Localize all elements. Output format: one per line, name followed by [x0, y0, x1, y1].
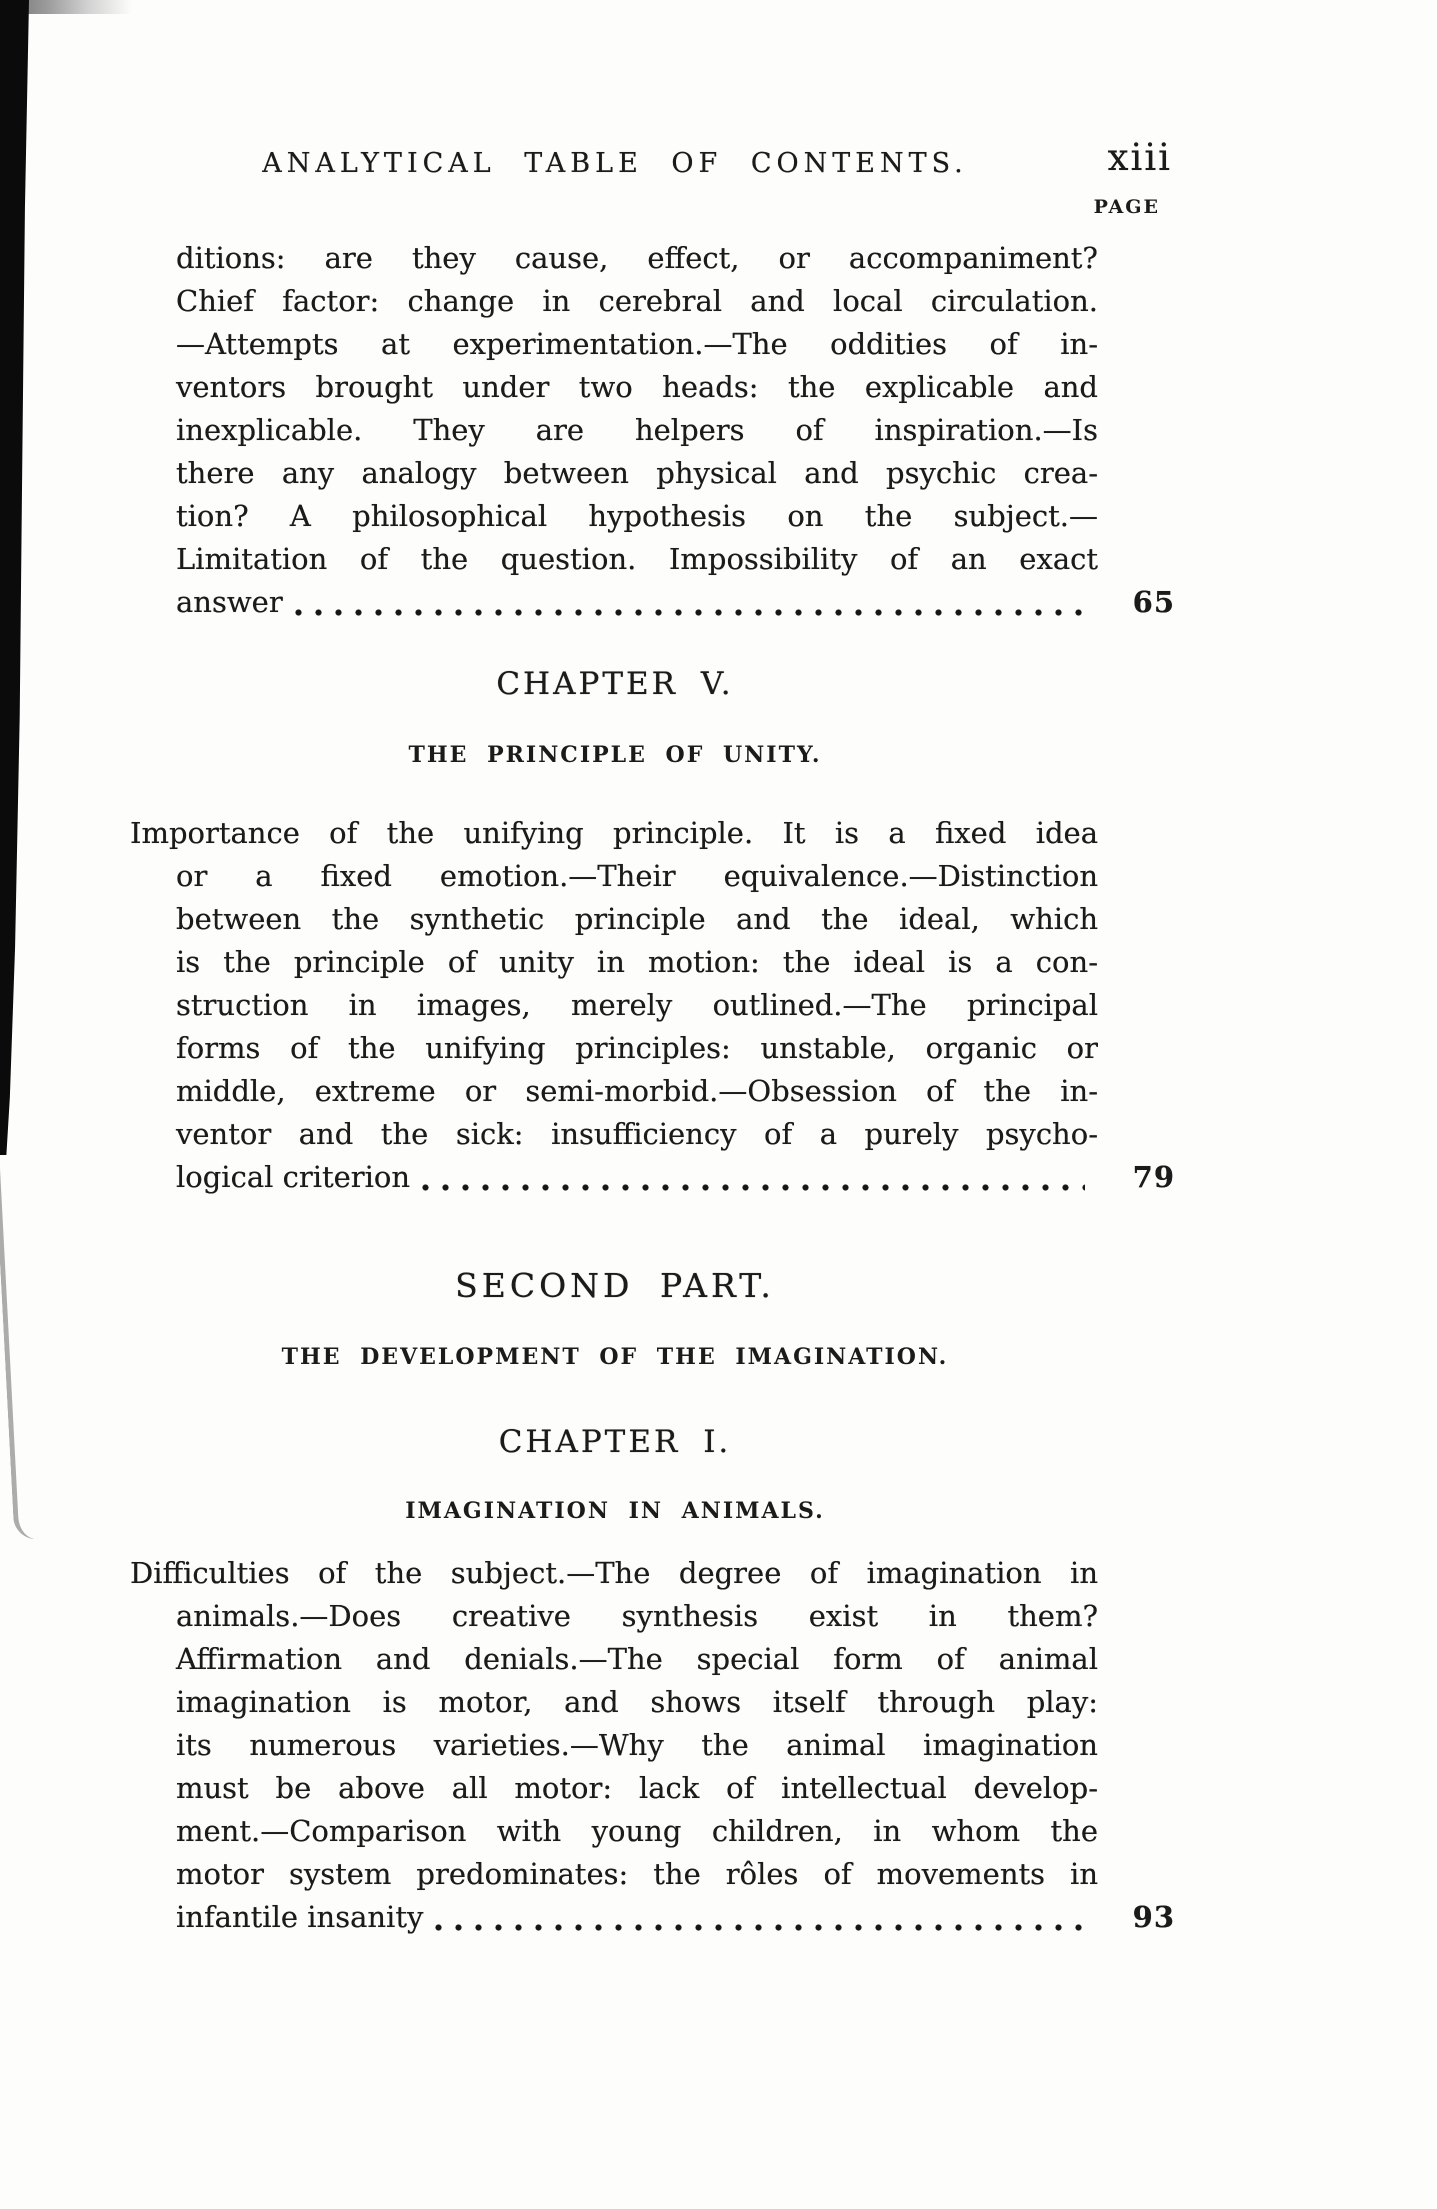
dot-leader: [435, 1924, 1085, 1931]
toc-line: —Attempts at experimentation.—The oddities of in-: [176, 327, 1098, 361]
toc-line: Difficulties of the subject.—The degree of imagination in: [130, 1556, 1098, 1590]
scan-gutter-shadow-faint: [0, 1140, 37, 1541]
toc-line: ventor and the sick: insufficiency of a purely psycho-: [176, 1117, 1098, 1151]
toc-line: inexplicable. They are helpers of inspiration.—Is: [176, 413, 1098, 447]
toc-line: imagination is motor, and shows itself through play:: [176, 1685, 1098, 1719]
toc-page-number: 93: [1132, 1900, 1175, 1934]
toc-page-number: 65: [1132, 585, 1175, 619]
scan-gutter-shadow: [0, 0, 29, 1155]
toc-line: forms of the unifying principles: unstable, organic or: [176, 1031, 1098, 1065]
folio-page-number: xiii: [1107, 136, 1172, 179]
toc-page-number: 79: [1132, 1160, 1175, 1194]
toc-line: ditions: are they cause, effect, or accompaniment?: [176, 241, 1098, 275]
chapter-heading: CHAPTER I.: [498, 1424, 732, 1460]
toc-leader-line: [130, 581, 1175, 624]
toc-line: between the synthetic principle and the ideal, which: [176, 902, 1098, 936]
toc-line: motor system predominates: the rôles of movements in: [176, 1857, 1098, 1891]
dot-leader: [295, 609, 1085, 616]
toc-line: must be above all motor: lack of intellectual develop-: [176, 1771, 1098, 1805]
toc-leader-line: [130, 1896, 1175, 1939]
page-title: ANALYTICAL TABLE OF CONTENTS.: [262, 148, 968, 179]
toc-entry: [130, 1552, 1175, 1939]
toc-entry-continuation: [130, 237, 1175, 624]
page-column-label: PAGE: [1093, 196, 1160, 218]
chapter-subtitle: THE PRINCIPLE OF UNITY.: [408, 742, 822, 768]
toc-line: animals.—Does creative synthesis exist in them?: [176, 1599, 1098, 1633]
toc-line: tion? A philosophical hypothesis on the subject.—: [176, 499, 1098, 533]
part-subtitle: THE DEVELOPMENT OF THE IMAGINATION.: [281, 1344, 949, 1370]
toc-leader-line: [130, 1156, 1175, 1199]
dot-leader: [422, 1184, 1085, 1191]
chapter-heading: CHAPTER V.: [496, 666, 734, 702]
toc-line: Limitation of the question. Impossibility of an exact: [176, 542, 1098, 576]
toc-line: is the principle of unity in motion: the ideal is a con-: [176, 945, 1098, 979]
toc-line: its numerous varieties.—Why the animal imagination: [176, 1728, 1098, 1762]
toc-line: answer: [176, 585, 283, 619]
toc-line: Affirmation and denials.—The special form of animal: [176, 1642, 1098, 1676]
toc-line: middle, extreme or semi-morbid.—Obsession of the in-: [176, 1074, 1098, 1108]
toc-line: struction in images, merely outlined.—The principal: [176, 988, 1098, 1022]
toc-line: infantile insanity: [176, 1900, 424, 1934]
toc-line: Importance of the unifying principle. It is a fixed idea: [130, 816, 1098, 850]
toc-line: Chief factor: change in cerebral and local circulation.: [176, 284, 1098, 318]
toc-line: ventors brought under two heads: the explicable and: [176, 370, 1098, 404]
toc-line: or a fixed emotion.—Their equivalence.—Distinction: [176, 859, 1098, 893]
toc-entry: [130, 812, 1175, 1199]
chapter-subtitle: IMAGINATION IN ANIMALS.: [405, 1498, 825, 1524]
toc-line: ment.—Comparison with young children, in whom the: [176, 1814, 1098, 1848]
part-heading: SECOND PART.: [455, 1266, 775, 1305]
toc-line: logical criterion: [176, 1160, 411, 1194]
toc-line: there any analogy between physical and psychic crea-: [176, 456, 1098, 490]
